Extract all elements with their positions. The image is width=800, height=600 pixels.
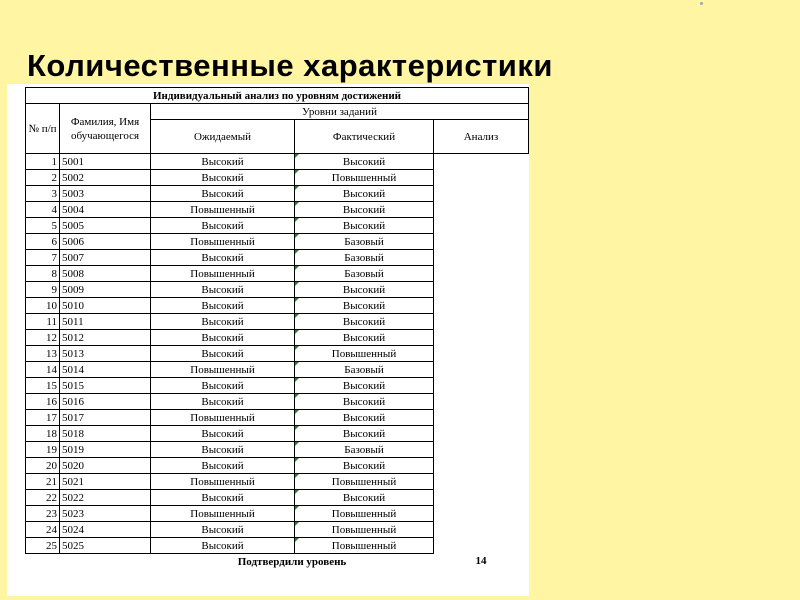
table-row (26, 170, 529, 186)
expected-level-cell: Высокий (151, 314, 295, 330)
student-id-cell: 5005 (60, 218, 151, 234)
row-number-cell: 3 (26, 186, 60, 202)
actual-level-cell: Базовый (295, 250, 434, 266)
comment-marker-icon (295, 522, 299, 526)
table-row (26, 394, 529, 410)
expected-level-cell: Повышенный (151, 202, 295, 218)
actual-level-cell: Повышенный (295, 170, 434, 186)
comment-marker-icon (295, 458, 299, 462)
expected-level-cell: Высокий (151, 154, 295, 170)
table-row (26, 362, 529, 378)
table-row (26, 186, 529, 202)
row-number-cell: 22 (26, 490, 60, 506)
actual-level-cell: Повышенный (295, 522, 434, 538)
row-number-cell: 7 (26, 250, 60, 266)
expected-level-cell: Повышенный (151, 506, 295, 522)
expected-level-cell: Высокий (151, 330, 295, 346)
student-id-cell: 5015 (60, 378, 151, 394)
actual-level-cell: Высокий (295, 458, 434, 474)
table-row (26, 234, 529, 250)
table-row (26, 202, 529, 218)
expected-level-cell: Высокий (151, 394, 295, 410)
table-caption: Индивидуальный анализ по уровням достижений (26, 88, 529, 104)
expected-level-cell: Высокий (151, 378, 295, 394)
table-row (26, 330, 529, 346)
row-number-cell: 4 (26, 202, 60, 218)
comment-marker-icon (295, 490, 299, 494)
student-id-cell: 5010 (60, 298, 151, 314)
table-row (26, 378, 529, 394)
comment-marker-icon (295, 426, 299, 430)
expected-level-cell: Высокий (151, 442, 295, 458)
col-num: № п/п (26, 104, 60, 154)
col-name: Фамилия, Имя обучающегося (60, 104, 151, 154)
actual-level-cell: Высокий (295, 330, 434, 346)
student-id-cell: 5016 (60, 394, 151, 410)
comment-marker-icon (295, 186, 299, 190)
actual-level-cell: Повышенный (295, 474, 434, 490)
comment-marker-icon (295, 362, 299, 366)
expected-level-cell: Высокий (151, 538, 295, 554)
student-id-cell: 5014 (60, 362, 151, 378)
comment-marker-icon (295, 410, 299, 414)
comment-marker-icon (295, 314, 299, 318)
comment-marker-icon (295, 394, 299, 398)
actual-level-cell: Повышенный (295, 346, 434, 362)
expected-level-cell: Высокий (151, 522, 295, 538)
student-id-cell: 5001 (60, 154, 151, 170)
row-number-cell: 11 (26, 314, 60, 330)
comment-marker-icon (295, 234, 299, 238)
student-id-cell: 5011 (60, 314, 151, 330)
expected-level-cell: Высокий (151, 346, 295, 362)
student-id-cell: 5024 (60, 522, 151, 538)
row-number-cell: 2 (26, 170, 60, 186)
student-id-cell: 5013 (60, 346, 151, 362)
comment-marker-icon (295, 506, 299, 510)
actual-level-cell: Базовый (295, 234, 434, 250)
student-id-cell: 5012 (60, 330, 151, 346)
actual-level-cell: Высокий (295, 314, 434, 330)
row-number-cell: 8 (26, 266, 60, 282)
row-number-cell: 21 (26, 474, 60, 490)
student-id-cell: 5007 (60, 250, 151, 266)
table-row (26, 490, 529, 506)
actual-level-cell: Базовый (295, 362, 434, 378)
row-number-cell: 13 (26, 346, 60, 362)
row-number-cell: 16 (26, 394, 60, 410)
comment-marker-icon (295, 218, 299, 222)
actual-level-cell: Высокий (295, 378, 434, 394)
row-number-cell: 20 (26, 458, 60, 474)
expected-level-cell: Повышенный (151, 266, 295, 282)
table-row (26, 154, 529, 170)
table-row (26, 282, 529, 298)
expected-level-cell: Высокий (151, 186, 295, 202)
student-id-cell: 5009 (60, 282, 151, 298)
table-row (26, 522, 529, 538)
row-number-cell: 18 (26, 426, 60, 442)
row-number-cell: 15 (26, 378, 60, 394)
student-id-cell: 5025 (60, 538, 151, 554)
actual-level-cell: Высокий (295, 298, 434, 314)
table-row (26, 506, 529, 522)
student-id-cell: 5008 (60, 266, 151, 282)
table-row (26, 314, 529, 330)
comment-marker-icon (295, 266, 299, 270)
expected-level-cell: Высокий (151, 170, 295, 186)
comment-marker-icon (295, 154, 299, 158)
row-number-cell: 10 (26, 298, 60, 314)
comment-marker-icon (295, 250, 299, 254)
table-row (26, 538, 529, 554)
table-row (26, 410, 529, 426)
expected-level-cell: Высокий (151, 458, 295, 474)
comment-marker-icon (295, 378, 299, 382)
spreadsheet (7, 84, 529, 596)
actual-level-cell: Повышенный (295, 506, 434, 522)
row-number-cell: 25 (26, 538, 60, 554)
comment-marker-icon (295, 538, 299, 542)
actual-level-cell: Высокий (295, 410, 434, 426)
expected-level-cell: Высокий (151, 282, 295, 298)
comment-marker-icon (295, 282, 299, 286)
actual-level-cell: Высокий (295, 218, 434, 234)
student-id-cell: 5021 (60, 474, 151, 490)
expected-level-cell: Повышенный (151, 362, 295, 378)
actual-level-cell: Высокий (295, 154, 434, 170)
row-number-cell: 17 (26, 410, 60, 426)
actual-level-cell: Высокий (295, 186, 434, 202)
table-row (26, 298, 529, 314)
actual-level-cell: Высокий (295, 202, 434, 218)
student-id-cell: 5003 (60, 186, 151, 202)
student-id-cell: 5002 (60, 170, 151, 186)
expected-level-cell: Высокий (151, 218, 295, 234)
col-analysis: Анализ (434, 120, 529, 154)
student-id-cell: 5004 (60, 202, 151, 218)
row-number-cell: 23 (26, 506, 60, 522)
footer-value: 14 (475, 555, 487, 568)
row-number-cell: 14 (26, 362, 60, 378)
actual-level-cell: Высокий (295, 394, 434, 410)
actual-level-cell: Высокий (295, 282, 434, 298)
table-row (26, 266, 529, 282)
comment-marker-icon (295, 442, 299, 446)
expected-level-cell: Высокий (151, 250, 295, 266)
row-number-cell: 1 (26, 154, 60, 170)
achievement-table (25, 87, 529, 569)
student-id-cell: 5020 (60, 458, 151, 474)
student-id-cell: 5019 (60, 442, 151, 458)
student-id-cell: 5018 (60, 426, 151, 442)
row-number-cell: 12 (26, 330, 60, 346)
table-row (26, 426, 529, 442)
expected-level-cell: Повышенный (151, 474, 295, 490)
table-row (26, 442, 529, 458)
expected-level-cell: Высокий (151, 490, 295, 506)
actual-level-cell: Высокий (295, 490, 434, 506)
table-row (26, 250, 529, 266)
student-id-cell: 5017 (60, 410, 151, 426)
row-number-cell: 5 (26, 218, 60, 234)
table-row (26, 458, 529, 474)
footer-row (26, 554, 529, 570)
comment-marker-icon (295, 474, 299, 478)
row-number-cell: 19 (26, 442, 60, 458)
col-actual: Фактический (295, 120, 434, 154)
table-row (26, 346, 529, 362)
comment-marker-icon (295, 170, 299, 174)
comment-marker-icon (295, 330, 299, 334)
group-header: Уровни заданий (151, 104, 529, 120)
col-expected: Ожидаемый (151, 120, 295, 154)
expected-level-cell: Повышенный (151, 410, 295, 426)
comment-marker-icon (295, 346, 299, 350)
row-number-cell: 24 (26, 522, 60, 538)
expected-level-cell: Повышенный (151, 234, 295, 250)
footer-label: Подтвердили уровень (237, 555, 347, 568)
student-id-cell: 5023 (60, 506, 151, 522)
expected-level-cell: Высокий (151, 426, 295, 442)
expected-level-cell: Высокий (151, 298, 295, 314)
row-number-cell: 6 (26, 234, 60, 250)
table-row (26, 474, 529, 490)
comment-marker-icon (295, 298, 299, 302)
bullet-dot (700, 2, 703, 5)
actual-level-cell: Базовый (295, 442, 434, 458)
student-id-cell: 5022 (60, 490, 151, 506)
row-number-cell: 9 (26, 282, 60, 298)
table-row (26, 218, 529, 234)
actual-level-cell: Высокий (295, 426, 434, 442)
actual-level-cell: Повышенный (295, 538, 434, 554)
actual-level-cell: Базовый (295, 266, 434, 282)
slide-title: Количественные характеристики (27, 48, 553, 83)
student-id-cell: 5006 (60, 234, 151, 250)
comment-marker-icon (295, 202, 299, 206)
